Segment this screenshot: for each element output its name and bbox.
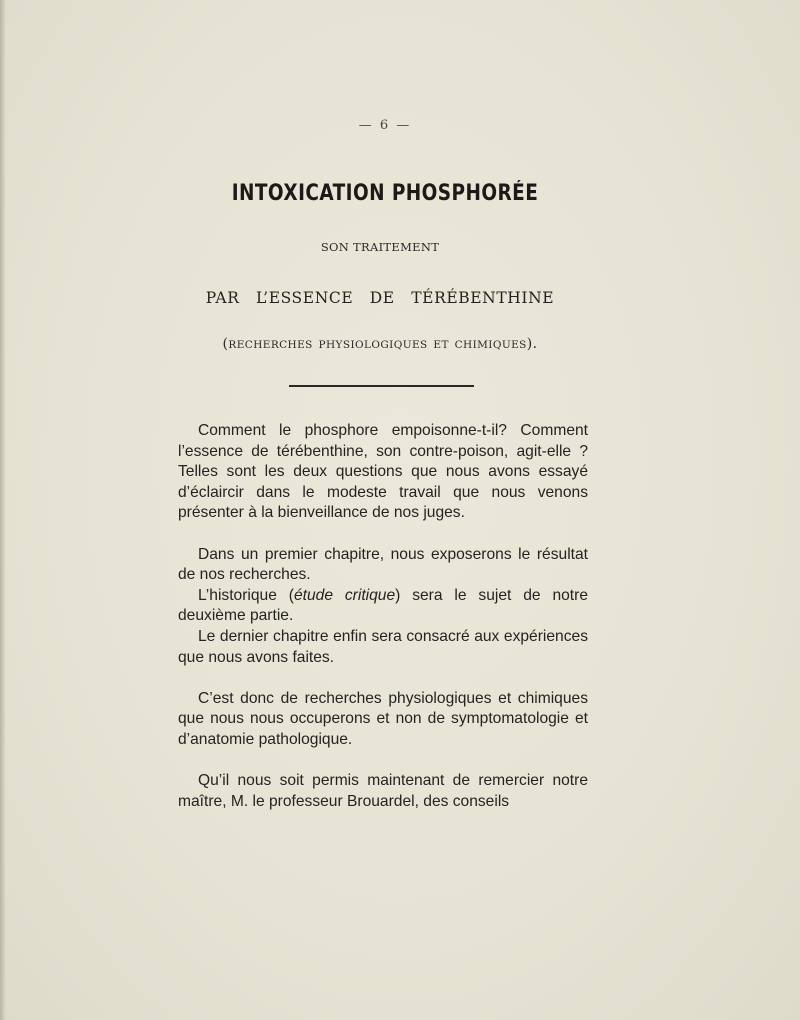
page-number: — 6 — xyxy=(358,118,412,133)
subtitle: SON TRAITEMENT xyxy=(320,240,440,254)
page-edge-shadow xyxy=(0,0,6,1020)
paragraph-second-part xyxy=(178,586,588,627)
paragraph-second-part-end: ) sera le sujet de notre deuxième partie. xyxy=(178,586,589,625)
subtitle-open-paren: ( xyxy=(222,336,229,352)
paragraph-second-part-start: L’historique ( xyxy=(198,586,294,604)
subtitle-method: PAR L’ESSENCE DE TÉRÉBENTHINE xyxy=(205,289,555,307)
subtitle-research-text: RECHERCHES PHYSIOLOGIQUES ET CHIMIQUES xyxy=(228,339,527,351)
paragraph-research-focus: C’est donc de recherches physiologiques et chimiques que nous nous occuperons et non de symptomatologie et d’anatomie pathologique. xyxy=(178,689,588,748)
body-text xyxy=(178,421,588,812)
subtitle-research-type xyxy=(180,336,580,352)
paragraph-thanks: Qu’il nous soit permis maintenant de remercier notre maître, M. le professeur Brouardel, des conseils xyxy=(178,772,588,810)
paragraph-first-chapter: Dans un premier chapitre, nous exposerons le résultat de nos recherches. xyxy=(178,545,588,584)
paragraph-second-part-italic: étude critique xyxy=(293,586,396,604)
paragraph-intro: Comment le phosphore empoisonne-t-il? Comment l’essence de térébenthine, son contre-poison, agit-elle ? Telles sont les deux questions que nous avons essayé d’éclaircir dans le modeste travail que nous venons présenter à la bienveillance de nos juges. xyxy=(178,422,588,522)
paragraph-last-chapter: Le dernier chapitre enfin sera consacré aux expériences que nous avons faites. xyxy=(178,627,588,666)
page-title: INTOXICATION PHOSPHORÉE xyxy=(231,181,539,206)
title-divider xyxy=(289,385,474,387)
subtitle-close-paren: ). xyxy=(526,336,538,352)
